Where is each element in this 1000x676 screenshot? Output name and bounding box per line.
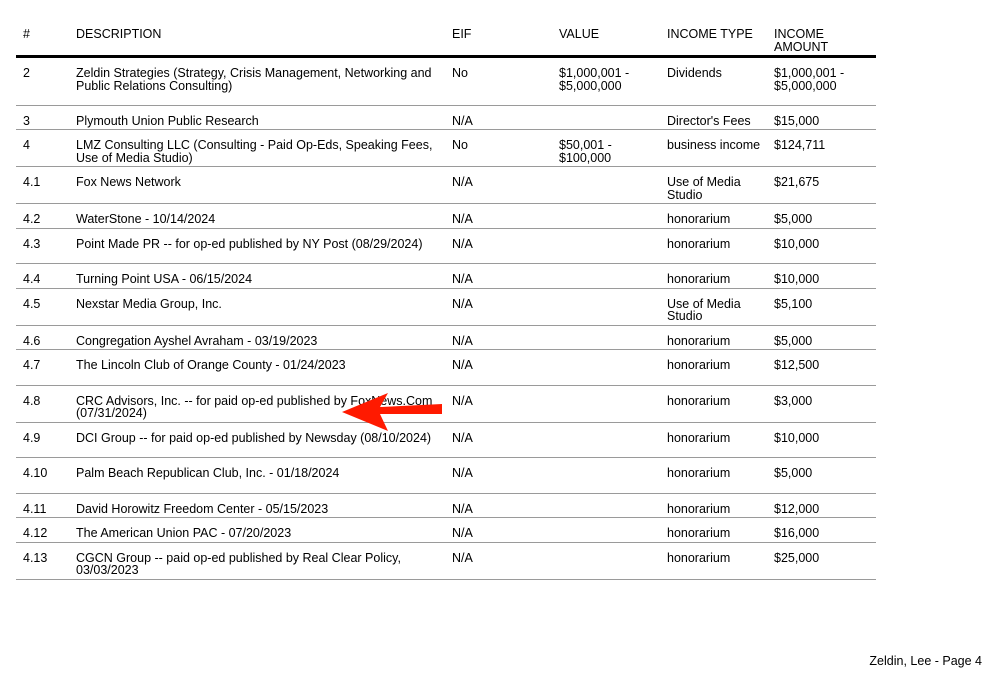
cell-description: The Lincoln Club of Orange County - 01/24/2023 <box>76 358 346 372</box>
table-row <box>16 385 876 422</box>
cell-description: Congregation Ayshel Avraham - 03/19/2023 <box>76 333 318 348</box>
cell-eif: N/A <box>452 466 473 480</box>
cell-num: 2 <box>23 66 30 80</box>
cell-income-type: Use of Media Studio <box>667 175 741 202</box>
cell-income-type: honorarium <box>667 236 731 251</box>
cell-income-type: honorarium <box>667 333 731 348</box>
cell-value: $50,001 - $100,000 <box>559 138 612 165</box>
cell-income-type: Use of Media Studio <box>667 296 741 323</box>
cell-value: $1,000,001 - $5,000,000 <box>559 66 630 93</box>
table-row <box>16 57 876 106</box>
cell-eif: N/A <box>452 526 473 540</box>
cell-description: WaterStone - 10/14/2024 <box>76 212 216 226</box>
table-row <box>16 228 876 264</box>
header-eif: EIF <box>452 27 472 41</box>
cell-eif: N/A <box>452 430 473 445</box>
cell-eif: N/A <box>452 333 473 348</box>
cell-description: The American Union PAC - 07/20/2023 <box>76 526 292 540</box>
cell-income-amount: $16,000 <box>774 526 820 540</box>
cell-income-amount: $21,675 <box>774 175 820 189</box>
cell-eif: No <box>452 138 468 152</box>
cell-income-type: honorarium <box>667 272 731 286</box>
cell-value <box>552 422 660 458</box>
cell-value <box>552 228 660 264</box>
cell-income-type: honorarium <box>667 466 731 480</box>
table-row <box>16 288 876 325</box>
table-row <box>16 350 876 386</box>
cell-value <box>552 105 660 130</box>
table-row <box>16 204 876 229</box>
cell-description: Point Made PR -- for op-ed published by NY Post (08/29/2024) <box>76 236 423 251</box>
cell-income-amount: $10,000 <box>774 272 820 286</box>
table-row <box>16 518 876 543</box>
cell-value <box>552 493 660 518</box>
cell-eif: No <box>452 66 468 80</box>
cell-num: 4.5 <box>23 296 41 311</box>
header-income-amount: INCOME AMOUNT <box>774 27 829 54</box>
cell-income-amount: $5,000 <box>774 212 813 226</box>
cell-value <box>552 350 660 386</box>
cell-description: Nexstar Media Group, Inc. <box>76 296 222 311</box>
header-value: VALUE <box>559 27 600 41</box>
table-row <box>16 130 876 167</box>
cell-income-amount: $124,711 <box>774 138 826 152</box>
cell-income-type: honorarium <box>667 526 731 540</box>
cell-eif: N/A <box>452 272 473 286</box>
cell-description: CRC Advisors, Inc. -- for paid op-ed published by FoxNews.Com (07/31/2024) <box>76 393 433 420</box>
cell-eif: N/A <box>452 501 473 516</box>
cell-num: 4.6 <box>23 333 41 348</box>
cell-income-amount: $5,100 <box>774 296 813 311</box>
header-description: DESCRIPTION <box>76 27 162 41</box>
cell-num: 4.11 <box>23 501 47 516</box>
cell-description: David Horowitz Freedom Center - 05/15/2023 <box>76 501 329 516</box>
page-footer: Zeldin, Lee - Page 4 <box>869 654 982 668</box>
cell-income-amount: $15,000 <box>774 113 820 128</box>
cell-num: 4.12 <box>23 526 48 540</box>
cell-num: 3 <box>23 113 30 128</box>
income-table <box>16 0 876 580</box>
cell-income-amount: $25,000 <box>774 550 820 565</box>
cell-income-type: Dividends <box>667 66 722 80</box>
table-row <box>16 167 876 204</box>
header-num: # <box>23 27 30 41</box>
cell-eif: N/A <box>452 236 473 251</box>
table-row <box>16 105 876 130</box>
cell-income-amount: $5,000 <box>774 333 813 348</box>
cell-value <box>552 167 660 204</box>
cell-eif: N/A <box>452 212 473 226</box>
cell-income-type: honorarium <box>667 430 731 445</box>
table-row <box>16 542 876 579</box>
cell-value <box>552 458 660 494</box>
header-income-type: INCOME TYPE <box>667 27 753 41</box>
cell-income-type: honorarium <box>667 393 731 408</box>
cell-description: DCI Group -- for paid op-ed published by Newsday (08/10/2024) <box>76 430 432 445</box>
cell-description: Zeldin Strategies (Strategy, Crisis Management, Networking and Public Relations Consulting) <box>76 66 432 93</box>
cell-income-amount: $12,000 <box>774 501 820 516</box>
cell-num: 4.10 <box>23 466 48 480</box>
cell-value <box>552 325 660 350</box>
cell-eif: N/A <box>452 175 473 189</box>
cell-num: 4.4 <box>23 272 41 286</box>
cell-eif: N/A <box>452 393 473 408</box>
cell-num: 4.3 <box>23 236 41 251</box>
cell-eif: N/A <box>452 296 473 311</box>
cell-value <box>552 518 660 543</box>
cell-num: 4.9 <box>23 430 41 445</box>
table-row <box>16 264 876 289</box>
cell-income-amount: $12,500 <box>774 358 820 372</box>
cell-income-amount: $3,000 <box>774 393 813 408</box>
cell-description: Palm Beach Republican Club, Inc. - 01/18/2024 <box>76 466 340 480</box>
cell-value <box>552 204 660 229</box>
cell-description: Fox News Network <box>76 175 181 189</box>
cell-value <box>552 264 660 289</box>
cell-eif: N/A <box>452 358 473 372</box>
cell-income-type: honorarium <box>667 358 731 372</box>
cell-income-amount: $10,000 <box>774 236 820 251</box>
cell-description: CGCN Group -- paid op-ed published by Real Clear Policy, 03/03/2023 <box>76 550 401 577</box>
cell-income-amount: $10,000 <box>774 430 820 445</box>
cell-value <box>552 288 660 325</box>
table-row <box>16 422 876 458</box>
cell-eif: N/A <box>452 113 473 128</box>
cell-num: 4.2 <box>23 212 41 226</box>
cell-income-type: honorarium <box>667 501 731 516</box>
cell-value <box>552 542 660 579</box>
left-arrow-icon <box>340 390 444 434</box>
table-row <box>16 325 876 350</box>
cell-value <box>552 385 660 422</box>
table-row <box>16 493 876 518</box>
cell-num: 4.8 <box>23 393 41 408</box>
table-header-row <box>16 0 876 57</box>
cell-income-type: honorarium <box>667 212 731 226</box>
table-row <box>16 458 876 494</box>
cell-income-type: Director's Fees <box>667 113 751 128</box>
cell-description: LMZ Consulting LLC (Consulting - Paid Op-Eds, Speaking Fees, Use of Media Studio) <box>76 138 433 165</box>
cell-description: Plymouth Union Public Research <box>76 113 259 128</box>
cell-income-amount: $1,000,001 - $5,000,000 <box>774 66 845 93</box>
disclosure-table-container <box>16 0 876 580</box>
cell-description: Turning Point USA - 06/15/2024 <box>76 272 253 286</box>
cell-num: 4.1 <box>23 175 41 189</box>
cell-num: 4.13 <box>23 550 48 565</box>
cell-income-amount: $5,000 <box>774 466 813 480</box>
cell-num: 4 <box>23 138 30 152</box>
cell-num: 4.7 <box>23 358 41 372</box>
cell-eif: N/A <box>452 550 473 565</box>
cell-income-type: business income <box>667 138 761 152</box>
cell-income-type: honorarium <box>667 550 731 565</box>
